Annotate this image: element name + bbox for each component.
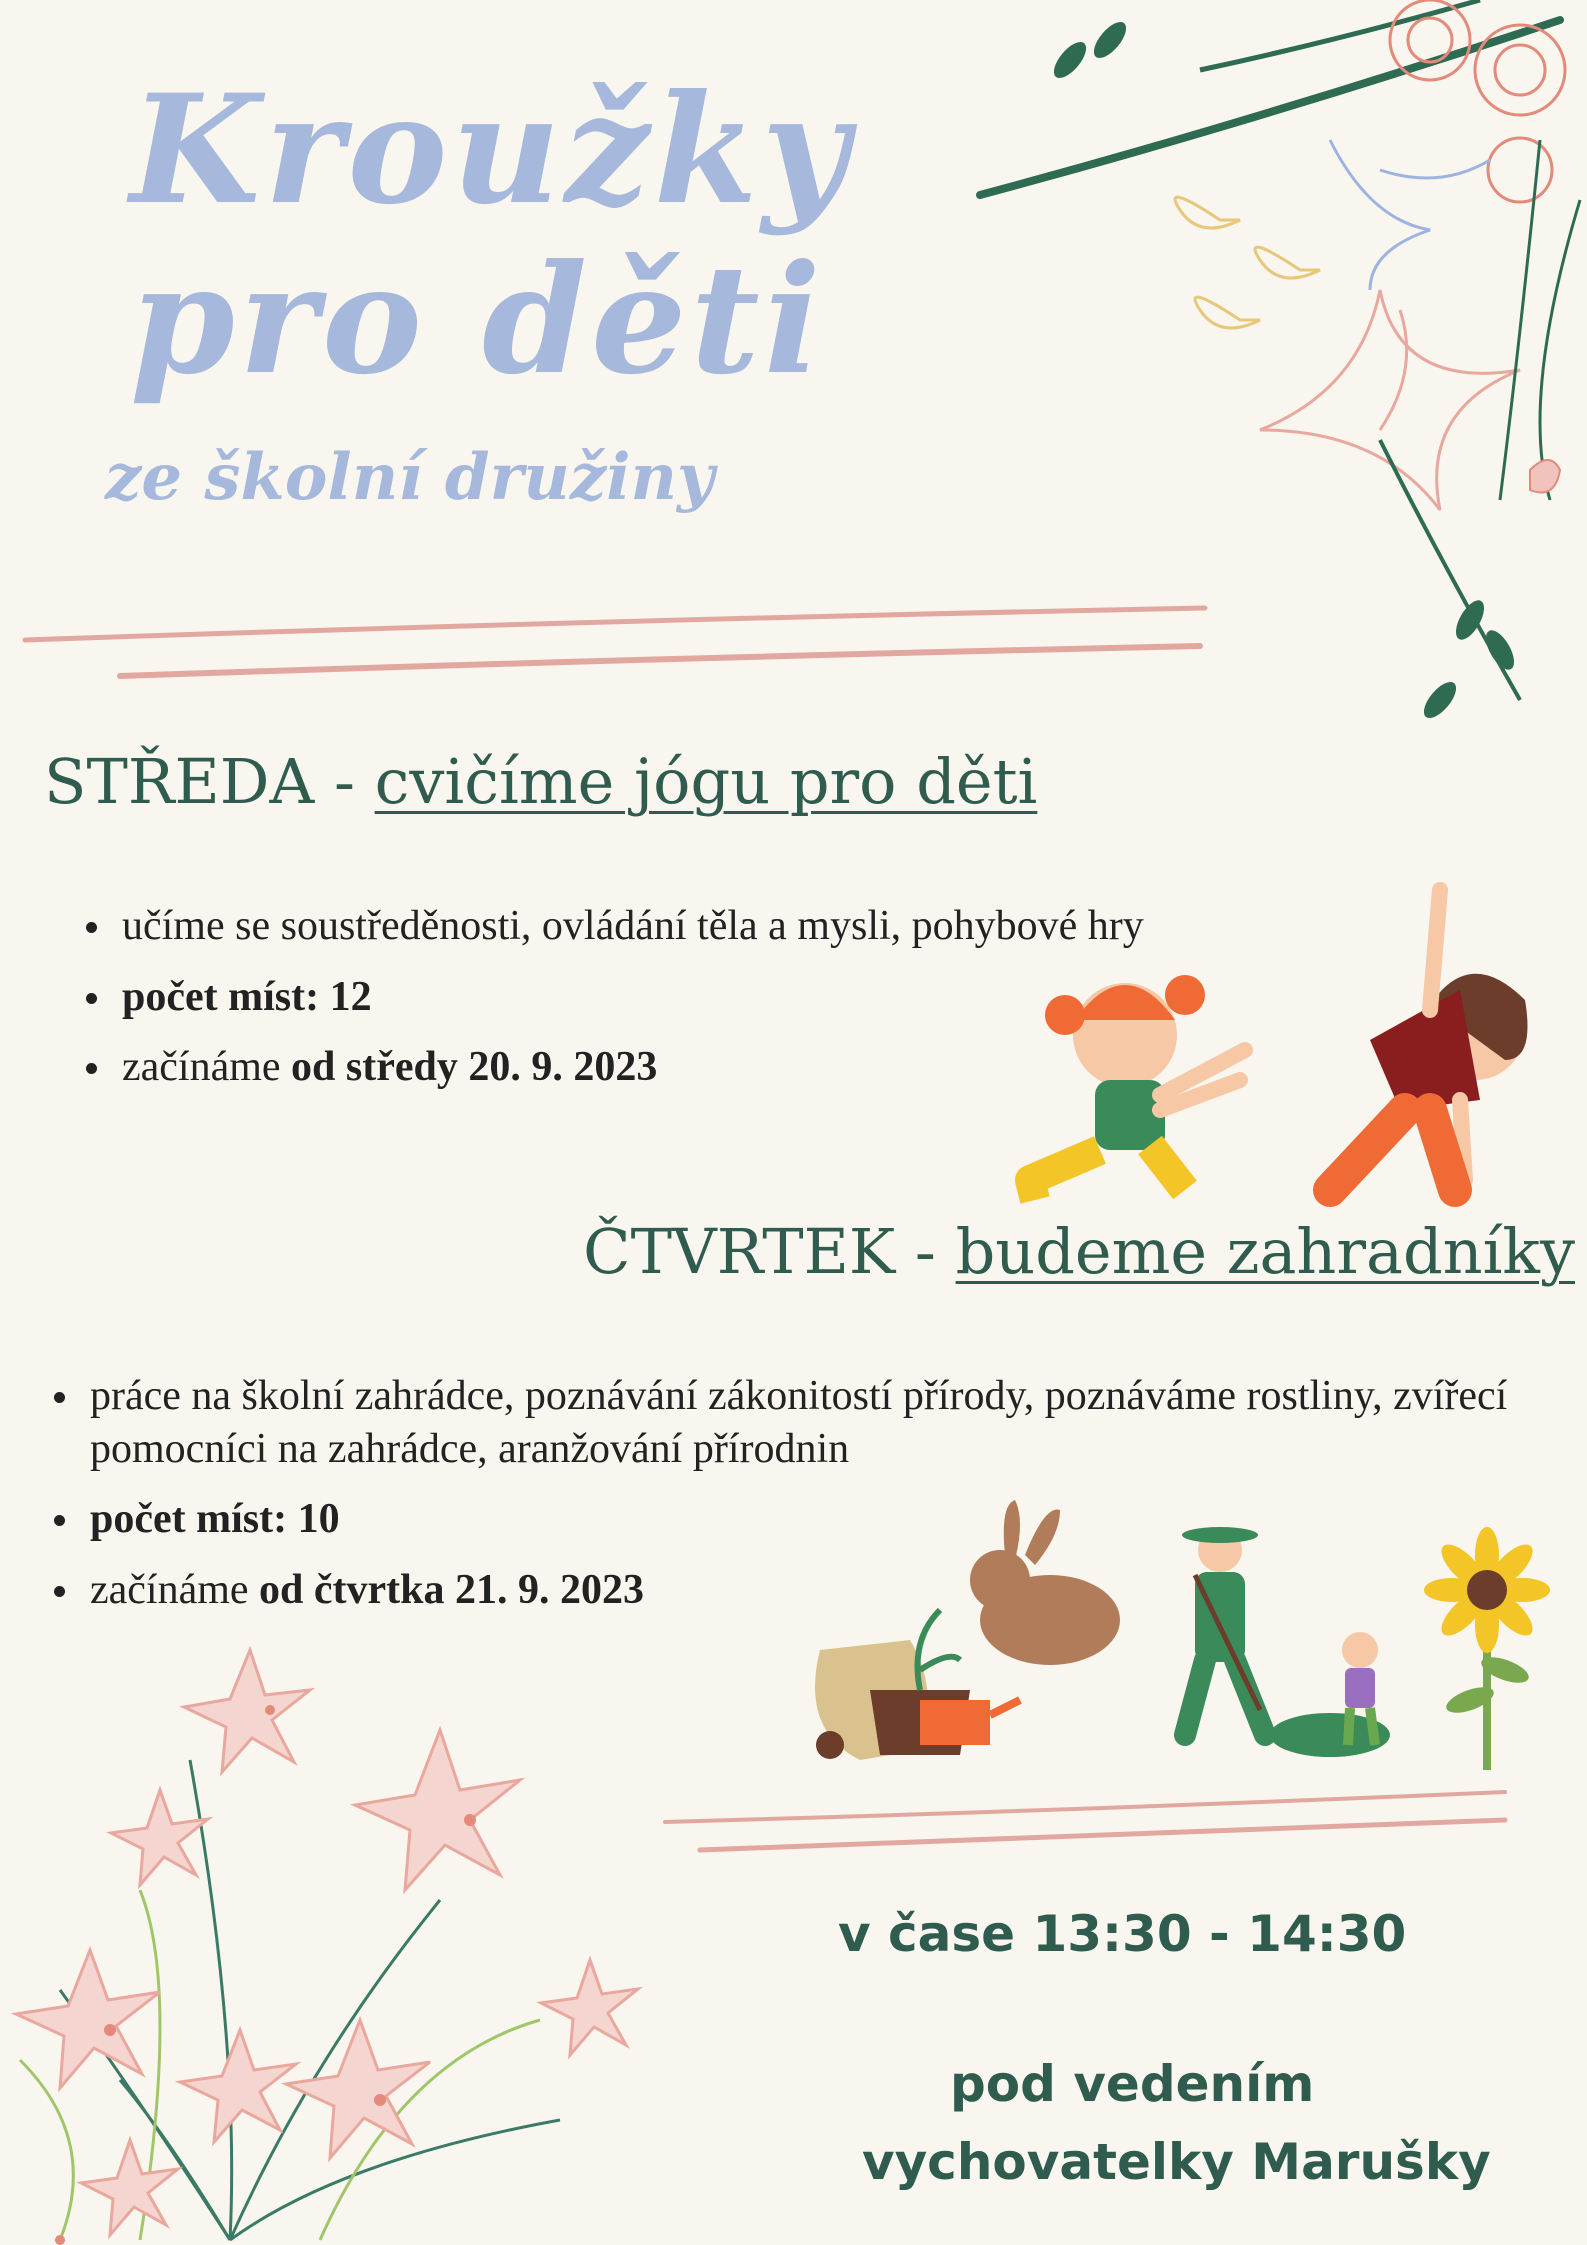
wednesday-start-date: od středy 20. 9. 2023	[291, 1044, 658, 1090]
thursday-separator: -	[895, 1215, 956, 1288]
leader-line-1: pod vedením	[950, 2055, 1315, 2113]
flowers-top-right-illustration	[960, 0, 1587, 770]
thursday-heading	[583, 1215, 1575, 1288]
time-info: v čase 13:30 - 14:30	[838, 1905, 1407, 1963]
list-item	[48, 1370, 1548, 1475]
thursday-start-date: od čtvrtka 21. 9. 2023	[259, 1566, 645, 1613]
wednesday-activity: cvičíme jógu pro děti	[374, 745, 1038, 818]
title-line-1: Kroužky	[130, 62, 853, 238]
thursday-description: práce na školní zahrádce, poznávání zákonitostí přírody, poznáváme rostliny, zvířecí pomocníci na zahrádce, aranžování přírodnin	[90, 1373, 1508, 1472]
yoga-kids-illustration	[1010, 880, 1530, 1210]
wednesday-start-prefix: začínáme	[122, 1044, 292, 1090]
footer-divider-lines	[640, 1780, 1540, 1860]
wednesday-heading	[44, 745, 1037, 818]
garden-scene-illustration	[790, 1500, 1550, 1780]
flowers-bottom-left-illustration	[0, 1640, 720, 2245]
wednesday-capacity: počet míst: 12	[122, 973, 372, 1020]
wednesday-day: STŘEDA	[44, 745, 315, 818]
thursday-day: ČTVRTEK	[583, 1215, 896, 1288]
subtitle: ze školní družiny	[105, 440, 715, 515]
wednesday-description: učíme se soustředěnosti, ovládání těla a mysli, pohybové hry	[122, 903, 1144, 949]
thursday-capacity: počet míst: 10	[90, 1496, 340, 1542]
thursday-activity: budeme zahradníky	[955, 1215, 1575, 1288]
leader-line-2: vychovatelky Marušky	[862, 2133, 1491, 2191]
title-line-2: pro děti	[130, 232, 825, 408]
wednesday-separator: -	[314, 745, 375, 818]
thursday-start-prefix: začínáme	[90, 1566, 260, 1613]
